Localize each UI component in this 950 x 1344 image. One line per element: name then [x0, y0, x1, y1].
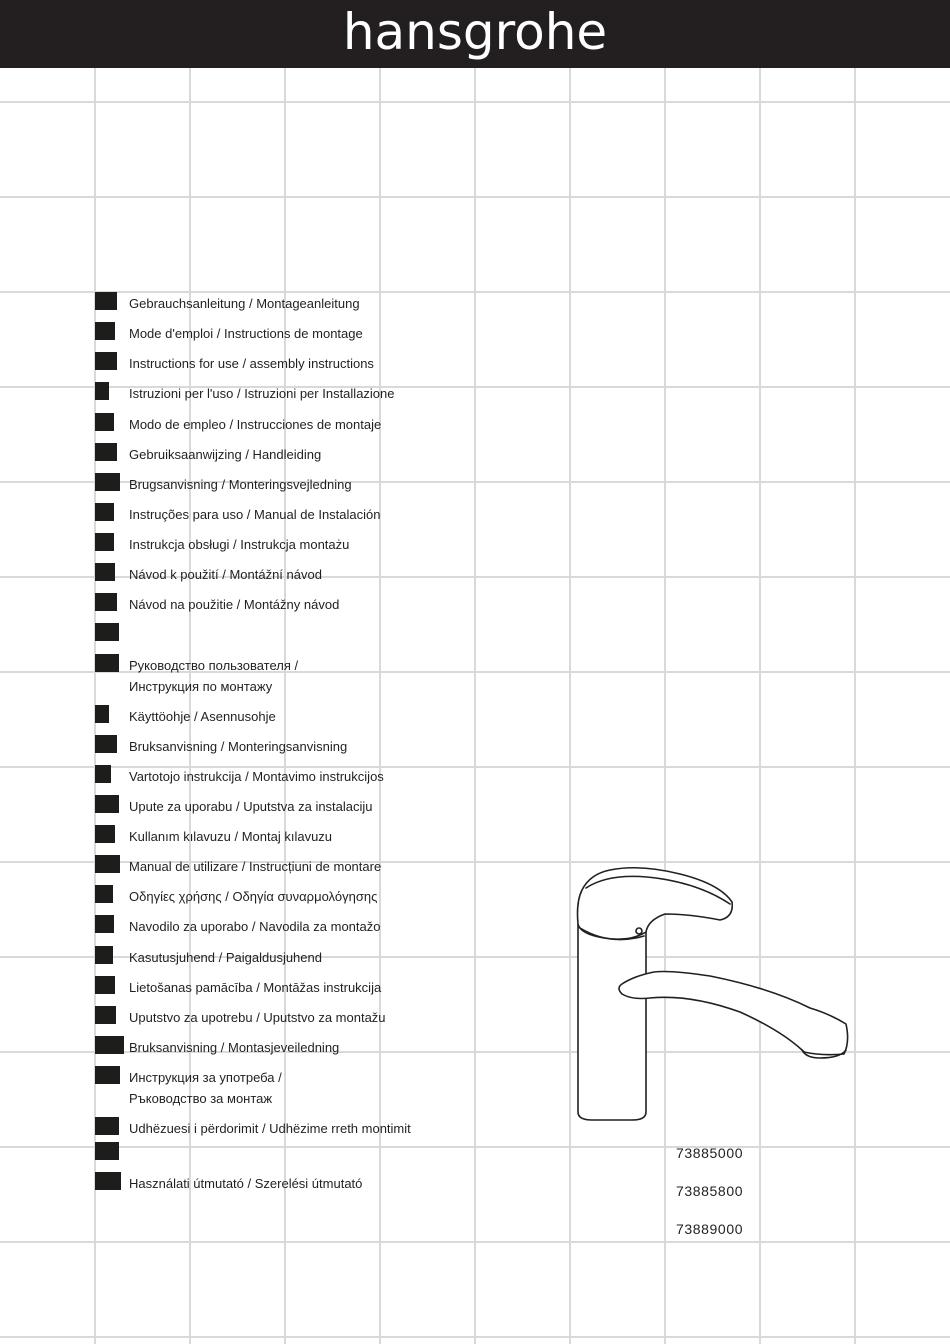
- language-item: [0, 735, 620, 757]
- language-tab: [95, 563, 115, 581]
- language-item: [0, 352, 620, 374]
- language-label: Bruksanvisning / Monteringsanvisning: [129, 739, 348, 754]
- language-label: Kasutusjuhend / Paigaldusjuhend: [129, 950, 322, 965]
- language-item: [0, 623, 620, 645]
- language-tab: [95, 976, 115, 994]
- language-tab: [95, 322, 115, 340]
- language-tab: [95, 623, 119, 641]
- language-label: Használati útmutató / Szerelési útmutató: [129, 1176, 363, 1191]
- language-label: Ръководство за монтаж: [129, 1091, 273, 1106]
- language-tab: [95, 1142, 119, 1160]
- language-label: Lietošanas pamācība / Montāžas instrukcija: [129, 980, 382, 995]
- language-item: [0, 765, 620, 787]
- language-tab: [95, 735, 117, 753]
- language-label: Руководство пользователя /: [129, 658, 299, 673]
- language-item: [0, 1172, 620, 1194]
- language-item: [0, 915, 620, 937]
- language-tab: [95, 765, 111, 783]
- language-item: [0, 413, 620, 435]
- language-item: [0, 292, 620, 314]
- language-item: [0, 503, 620, 525]
- language-tab: [95, 382, 109, 400]
- model-number: 73885000: [676, 1145, 744, 1161]
- language-label: Käyttöohje / Asennusohje: [129, 709, 276, 724]
- language-label: Manual de utilizare / Instrucțiuni de montare: [129, 859, 382, 874]
- language-item: [0, 1066, 620, 1110]
- language-item: [0, 654, 620, 698]
- language-label: Mode d'emploi / Instructions de montage: [129, 326, 363, 341]
- language-tab: [95, 654, 119, 672]
- language-tab: [95, 413, 114, 431]
- language-label: Οδηγίες χρήσης / Οδηγία συναρμολόγησης: [129, 889, 378, 904]
- language-label: Gebrauchsanleitung / Montageanleitung: [129, 296, 360, 311]
- language-tab: [95, 1006, 116, 1024]
- language-label: Brugsanvisning / Monteringsvejledning: [129, 477, 352, 492]
- language-tab: [95, 443, 117, 461]
- language-item: [0, 1117, 620, 1139]
- language-tab: [95, 795, 119, 813]
- language-label: Instrukcja obsługi / Instrukcja montażu: [129, 537, 350, 552]
- language-tab: [95, 885, 113, 903]
- language-label: Instructions for use / assembly instructions: [129, 356, 374, 371]
- language-tab: [95, 503, 114, 521]
- language-item: [0, 885, 620, 907]
- language-item: [0, 322, 620, 344]
- language-label: Vartotojo instrukcija / Montavimo instrukcijos: [129, 769, 384, 784]
- language-item: [0, 825, 620, 847]
- model-number: 73885800: [676, 1183, 744, 1199]
- language-item: [0, 1006, 620, 1028]
- language-item: [0, 1036, 620, 1058]
- language-tab: [95, 473, 120, 491]
- language-tab: [95, 593, 117, 611]
- language-label: Gebruiksaanwijzing / Handleiding: [129, 447, 322, 462]
- language-item: [0, 1142, 620, 1164]
- language-item: [0, 705, 620, 727]
- language-label: Istruzioni per l'uso / Istruzioni per Installazione: [129, 386, 395, 401]
- language-item: [0, 976, 620, 998]
- language-tab: [95, 825, 115, 843]
- language-tab: [95, 1066, 120, 1084]
- language-item: [0, 533, 620, 555]
- language-tab: [95, 705, 109, 723]
- language-item: [0, 593, 620, 615]
- language-label: Instruções para uso / Manual de Instalación: [129, 507, 381, 522]
- language-item: [0, 855, 620, 877]
- language-item: [0, 473, 620, 495]
- language-tab: [95, 1172, 121, 1190]
- language-label: Upute za uporabu / Uputstva za instalaciju: [129, 799, 373, 814]
- language-label: Navodilo za uporabo / Navodila za montažo: [129, 919, 381, 934]
- language-tab: [95, 292, 117, 310]
- language-item: [0, 795, 620, 817]
- language-label: Návod na použitie / Montážny návod: [129, 597, 340, 612]
- language-tab: [95, 1117, 119, 1135]
- language-label: Modo de empleo / Instrucciones de montaje: [129, 417, 382, 432]
- language-label: Návod k použití / Montážní návod: [129, 567, 322, 582]
- model-number: 73889000: [676, 1221, 744, 1237]
- language-label: Инструкция за употреба /: [129, 1070, 282, 1085]
- language-tab: [95, 352, 117, 370]
- language-label: Kullanım kılavuzu / Montaj kılavuzu: [129, 829, 333, 844]
- language-item: [0, 946, 620, 968]
- language-label: Udhëzuesi i përdorimit / Udhëzime rreth montimit: [129, 1121, 411, 1136]
- language-label: Uputstvo za upotrebu / Uputstvo za montažu: [129, 1010, 386, 1025]
- language-item: [0, 563, 620, 585]
- language-tab: [95, 533, 114, 551]
- language-label: Bruksanvisning / Montasjeveiledning: [129, 1040, 340, 1055]
- language-tab: [95, 1036, 124, 1054]
- language-item: [0, 443, 620, 465]
- language-tab: [95, 915, 114, 933]
- language-tab: [95, 946, 113, 964]
- language-item: [0, 382, 620, 404]
- language-label: Инструкция по монтажу: [129, 679, 273, 694]
- language-tab: [95, 855, 120, 873]
- kitchen-faucet-icon: [570, 862, 860, 1132]
- brand-logo: hansgrohe: [342, 3, 608, 61]
